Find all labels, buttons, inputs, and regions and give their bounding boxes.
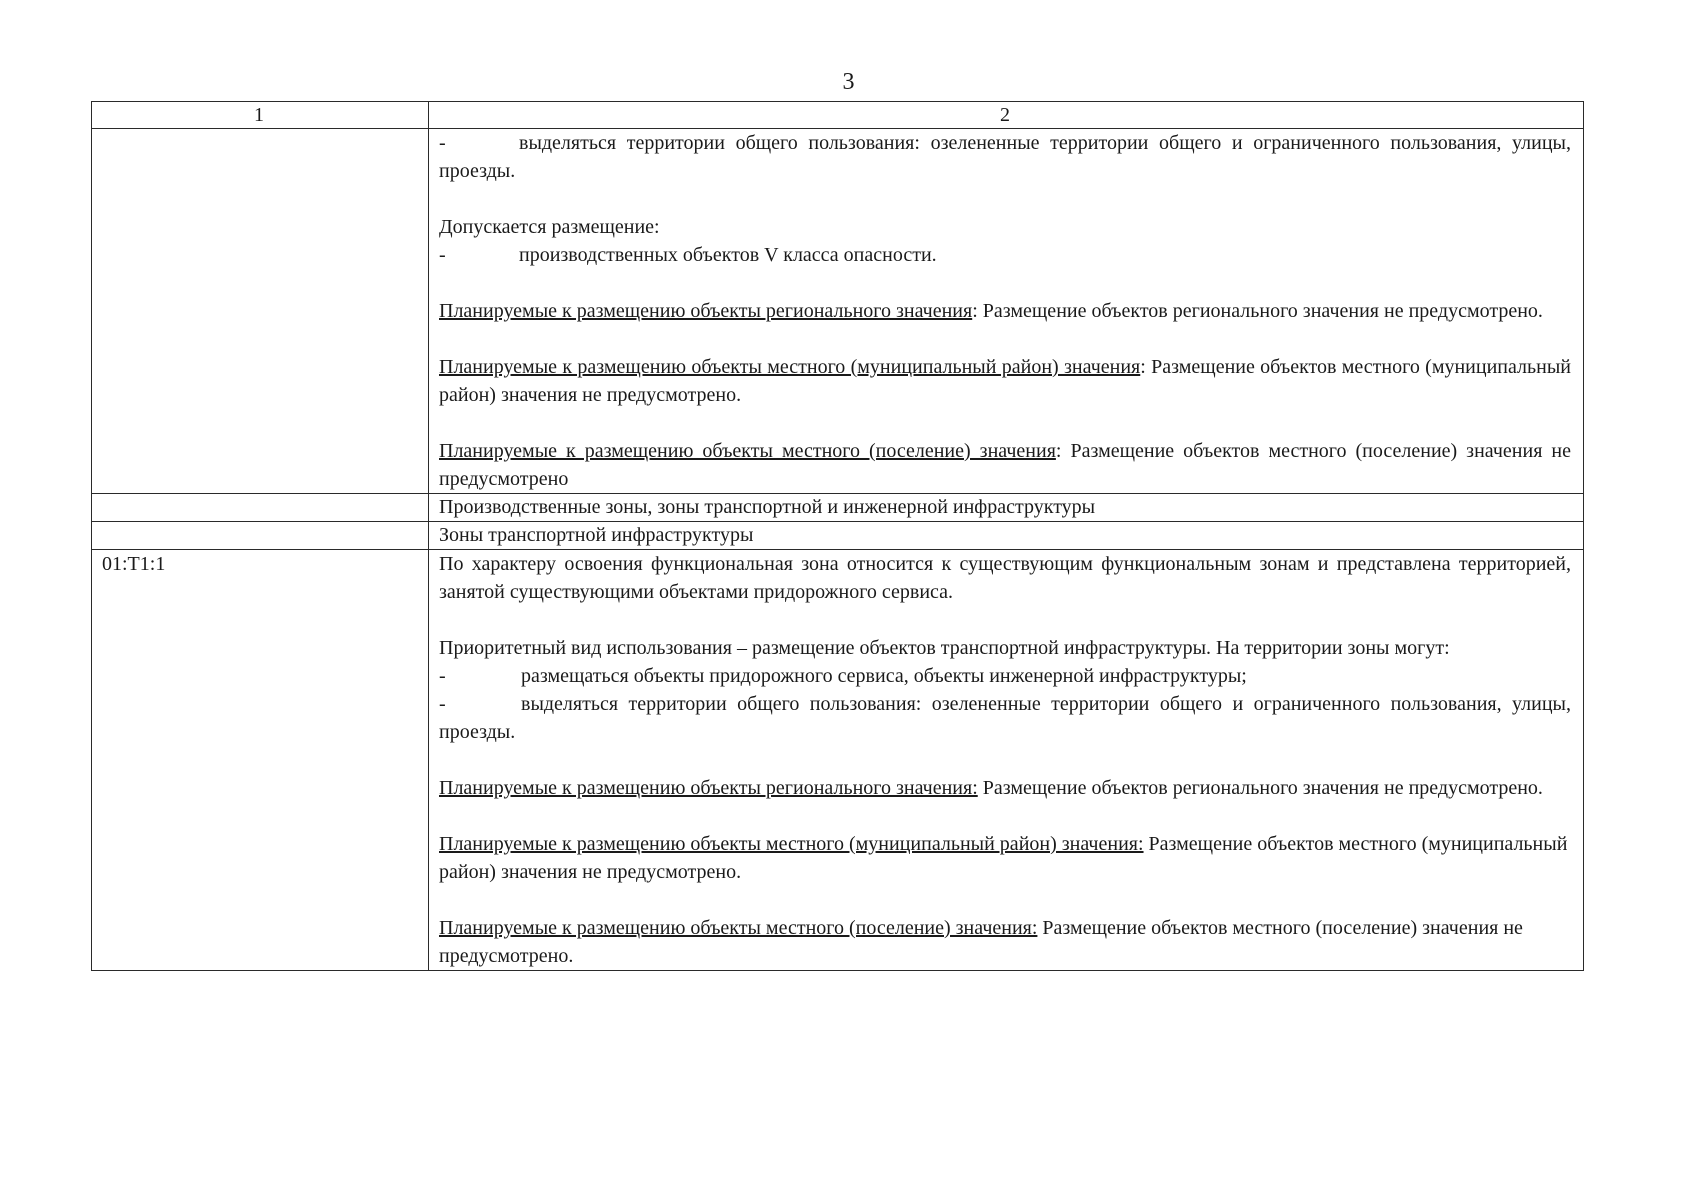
list-item [439, 690, 1571, 746]
regional-objects-label: Планируемые к размещению объекты регионального значения [439, 300, 973, 322]
municipal-objects-text: : Размещение объектов местного (муниципальный район) значения не предусмотрено. [439, 356, 1571, 406]
regional-objects-paragraph [439, 774, 1571, 802]
table-row [92, 550, 1584, 971]
section-title-transport: Зоны транспортной инфраструктуры [429, 522, 1584, 550]
municipal-objects-paragraph [439, 353, 1571, 409]
settlement-objects-label: Планируемые к размещению объекты местного (поселение) значения [439, 440, 1056, 462]
table-row [92, 129, 1584, 494]
column-header-2: 2 [429, 102, 1584, 129]
list-dash: - [439, 693, 446, 715]
section-title-production: Производственные зоны, зоны транспортной и инженерной инфраструктуры [429, 494, 1584, 522]
settlement-objects-text: : Размещение объектов местного (поселение) значения не предусмотрено [439, 440, 1571, 490]
municipal-objects-paragraph [439, 830, 1571, 886]
header-row [92, 102, 1584, 129]
section-row [92, 522, 1584, 550]
list-item-text: размещаться объекты придорожного сервиса, объекты инженерной инфраструктуры; [521, 665, 1247, 687]
settlement-objects-text: Размещение объектов местного (поселение) значения не предусмотрено. [439, 917, 1523, 967]
zone-description-cell [429, 550, 1584, 971]
settlement-objects-label: Планируемые к размещению объекты местного (поселение) значения: [439, 917, 1038, 939]
settlement-objects-paragraph [439, 437, 1571, 493]
municipal-objects-label: Планируемые к размещению объекты местного (муниципальный район) значения [439, 356, 1141, 378]
list-item-text: выделяться территории общего пользования: озелененные территории общего и ограниченного пользования, улицы, проезды. [439, 693, 1571, 743]
list-dash: - [439, 132, 446, 154]
municipal-objects-label: Планируемые к размещению объекты местного (муниципальный район) значения: [439, 833, 1144, 855]
zone-intro-paragraph: По характеру освоения функциональная зона относится к существующим функциональным зонам и представлена территорией, занятой существующими объектами придорожного сервиса. [439, 553, 1571, 603]
list-item-text: производственных объектов V класса опасности. [519, 244, 937, 266]
list-dash: - [439, 244, 446, 266]
regional-objects-text: : Размещение объектов регионального значения не предусмотрено. [972, 300, 1543, 322]
zone-description-cell [429, 129, 1584, 494]
settlement-objects-paragraph [439, 914, 1571, 970]
section-row [92, 494, 1584, 522]
zones-table [91, 101, 1584, 971]
section-code-cell [92, 522, 429, 550]
priority-use-paragraph: Приоритетный вид использования – размещение объектов транспортной инфраструктуры. На территории зоны могут: [439, 637, 1450, 659]
list-item [439, 662, 1571, 690]
list-item [439, 129, 1571, 185]
regional-objects-paragraph [439, 297, 1571, 325]
list-item [439, 241, 1571, 269]
allowed-intro: Допускается размещение: [439, 216, 660, 238]
list-item-text: выделяться территории общего пользования: озелененные территории общего и ограниченного пользования, улицы, проезды. [439, 132, 1571, 182]
zone-code-cell [92, 129, 429, 494]
regional-objects-text: Размещение объектов регионального значения не предусмотрено. [977, 777, 1543, 799]
column-header-1: 1 [92, 102, 429, 129]
regional-objects-label: Планируемые к размещению объекты регионального значения: [439, 777, 978, 799]
page-number: 3 [842, 69, 855, 95]
list-dash: - [439, 665, 446, 687]
section-code-cell [92, 494, 429, 522]
zone-code-cell: 01:Т1:1 [92, 550, 429, 971]
municipal-objects-text: Размещение объектов местного (муниципальный район) значения не предусмотрено. [439, 833, 1568, 883]
